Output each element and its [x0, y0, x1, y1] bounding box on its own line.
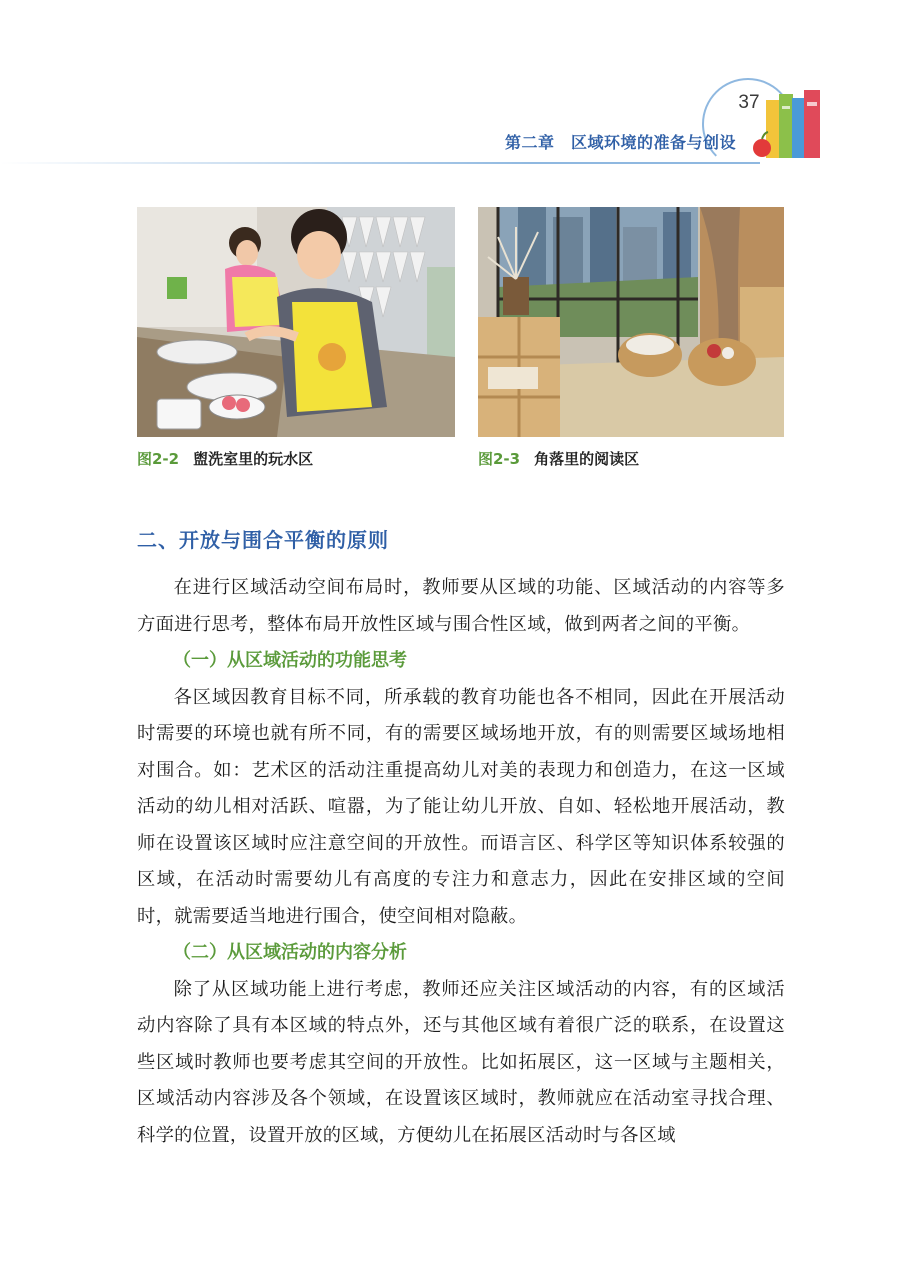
figure-caption-text: 角落里的阅读区	[534, 450, 640, 468]
subsection-body-content: 除了从区域功能上进行考虑，教师还应关注区域活动的内容，有的区域活动内容除了具有本区域的特点外，还与其他区域有着很广泛的联系，在设置这些区域时教师也要考虑其空间的开放性。比如拓展区，这一区域与主题相关，区域活动内容涉及各个领域，在设置该区域时，教师就应在活动室寻找合理、科学的位置，设置开放的区域，方便幼儿在拓展区活动时与各区域	[137, 978, 785, 1146]
section-heading: 二、开放与围合平衡的原则	[137, 528, 389, 552]
body-text	[137, 570, 785, 1154]
figure-caption-text: 盥洗室里的玩水区	[193, 450, 314, 468]
photo-reading-corner	[478, 207, 784, 437]
subsection-body-function: 各区域因教育目标不同，所承载的教育功能也各不相同，因此在开展活动时需要的环境也就有所不同，有的需要区域场地开放，有的则需要区域场地相对围合。如：艺术区的活动注重提高幼儿对美的表现力和创造力，在这一区域活动的幼儿相对活跃、喧嚣，为了能让幼儿开放、自如、轻松地开展活动，教师在设置该区域时应注意空间的开放性。而语言区、科学区等知识体系较强的区域，在活动时需要幼儿有高度的专注力和意志力，因此在安排区域的空间时，就需要适当地进行围合，使空间相对隐蔽。	[137, 686, 785, 927]
books-apple-icon	[752, 86, 824, 162]
page-number: 37	[738, 92, 760, 113]
figure-reading-corner	[478, 207, 784, 469]
header-rule	[0, 162, 760, 164]
subsection-heading-content: （二）从区域活动的内容分析	[173, 942, 407, 963]
figure-caption	[478, 448, 784, 469]
photo-children-water-play	[137, 207, 455, 437]
figure-number: 图2-3	[478, 450, 521, 468]
figure-number: 图2-2	[137, 450, 180, 468]
figure-caption	[137, 448, 455, 469]
subsection-heading-function: （一）从区域活动的功能思考	[173, 650, 407, 671]
figure-wash-room	[137, 207, 455, 469]
page-header	[0, 0, 900, 170]
intro-paragraph: 在进行区域活动空间布局时，教师要从区域的功能、区域活动的内容等多方面进行思考，整体布局开放性区域与围合性区域，做到两者之间的平衡。	[137, 577, 785, 635]
chapter-title: 第二章 区域环境的准备与创设	[504, 133, 736, 152]
